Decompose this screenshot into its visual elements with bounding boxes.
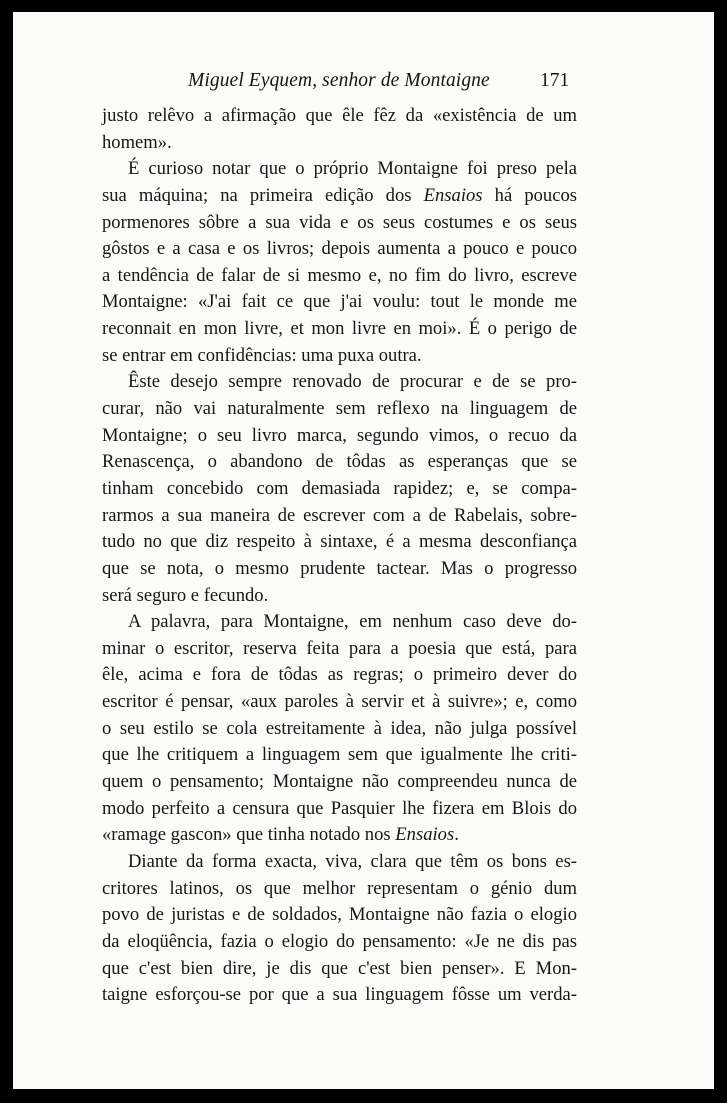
text-line: quem o pensamento; Montaigne não compreendeu nunca de	[102, 771, 577, 793]
running-header	[13, 70, 714, 98]
text-line	[102, 183, 577, 210]
text-line: A palavra, para Montaigne, em nenhum caso deve do-	[128, 611, 577, 633]
text-line: êle, acima e fora de tôdas as regras; o primeiro dever do	[102, 664, 577, 686]
text-line: modo perfeito a censura que Pasquier lhe fizera em Blois do	[102, 797, 577, 819]
text-segment: .	[454, 824, 459, 846]
body-text	[102, 103, 577, 1009]
text-line: homem».	[102, 131, 172, 153]
text-line: tudo no que diz respeito à sintaxe, é a mesma desconfiança	[102, 531, 577, 553]
text-line: da eloqüência, fazia o elogio do pensamento: «Je ne dis pas	[102, 930, 577, 952]
text-line: que lhe critiquem a linguagem sem que igualmente lhe criti-	[102, 744, 577, 766]
text-line: tinham concebido com demasiada rapidez; e, se compa-	[102, 477, 577, 499]
text-line: que c'est bien dire, je dis que c'est bien penser». E Mon-	[102, 957, 577, 979]
book-page	[13, 12, 714, 1089]
text-line: povo de juristas e de soldados, Montaigne não fazia o elogio	[102, 904, 577, 926]
text-line: justo relêvo a afirmação que êle fêz da «existência de um	[102, 105, 577, 126]
text-line: gôstos e a casa e os livros; depois aumenta a pouco e pouco	[102, 238, 577, 260]
italic-title: Ensaios	[423, 184, 483, 206]
italic-title: Ensaios	[395, 824, 455, 846]
text-line: taigne esforçou-se por que a sua linguagem fôsse um verda-	[102, 984, 577, 1006]
text-segment: há poucos	[482, 184, 577, 206]
text-line: Montaigne; o seu livro marca, segundo vimos, o recuo da	[102, 424, 577, 446]
running-title: Miguel Eyquem, senhor de Montaigne	[188, 70, 490, 91]
text-segment: «ramage gascon» que tinha notado nos	[102, 824, 396, 846]
text-line: escritor é pensar, «aux paroles à servir et à suivre»; e, como	[102, 691, 577, 713]
text-line: será seguro e fecundo.	[102, 584, 269, 606]
text-line: Montaigne: «J'ai fait ce que j'ai voulu: tout le monde me	[102, 291, 577, 313]
text-line: se entrar em confidências: uma puxa outra.	[102, 344, 422, 366]
text-segment: sua máquina; na primeira edição dos	[102, 184, 424, 206]
text-line: rarmos a sua maneira de escrever com a de Rabelais, sobre-	[102, 504, 577, 526]
text-line: a tendência de falar de si mesmo e, no fim do livro, escreve	[102, 264, 577, 286]
text-line: Renascença, o abandono de tôdas as esperanças que se	[102, 451, 577, 473]
text-line: o seu estilo se cola estreitamente à idea, não julga possível	[102, 717, 577, 739]
text-line: Diante da forma exacta, viva, clara que têm os bons es-	[128, 850, 577, 872]
text-line: pormenores sôbre a sua vida e os seus costumes e os seus	[102, 211, 577, 233]
text-line	[102, 822, 577, 849]
text-line: É curioso notar que o próprio Montaigne foi preso pela	[128, 158, 577, 180]
text-line: curar, não vai naturalmente sem reflexo na linguagem de	[102, 398, 577, 420]
text-line: reconnait en mon livre, et mon livre en moi». É o perigo de	[102, 318, 577, 340]
text-line: que se nota, o mesmo prudente tactear. Mas o progresso	[102, 557, 577, 579]
page-number: 171	[540, 70, 570, 91]
text-line: Êste desejo sempre renovado de procurar e de se pro-	[128, 371, 577, 393]
text-line: minar o escritor, reserva feita para a poesia que está, para	[102, 637, 577, 659]
text-line: critores latinos, os que melhor representam o génio dum	[102, 877, 577, 899]
